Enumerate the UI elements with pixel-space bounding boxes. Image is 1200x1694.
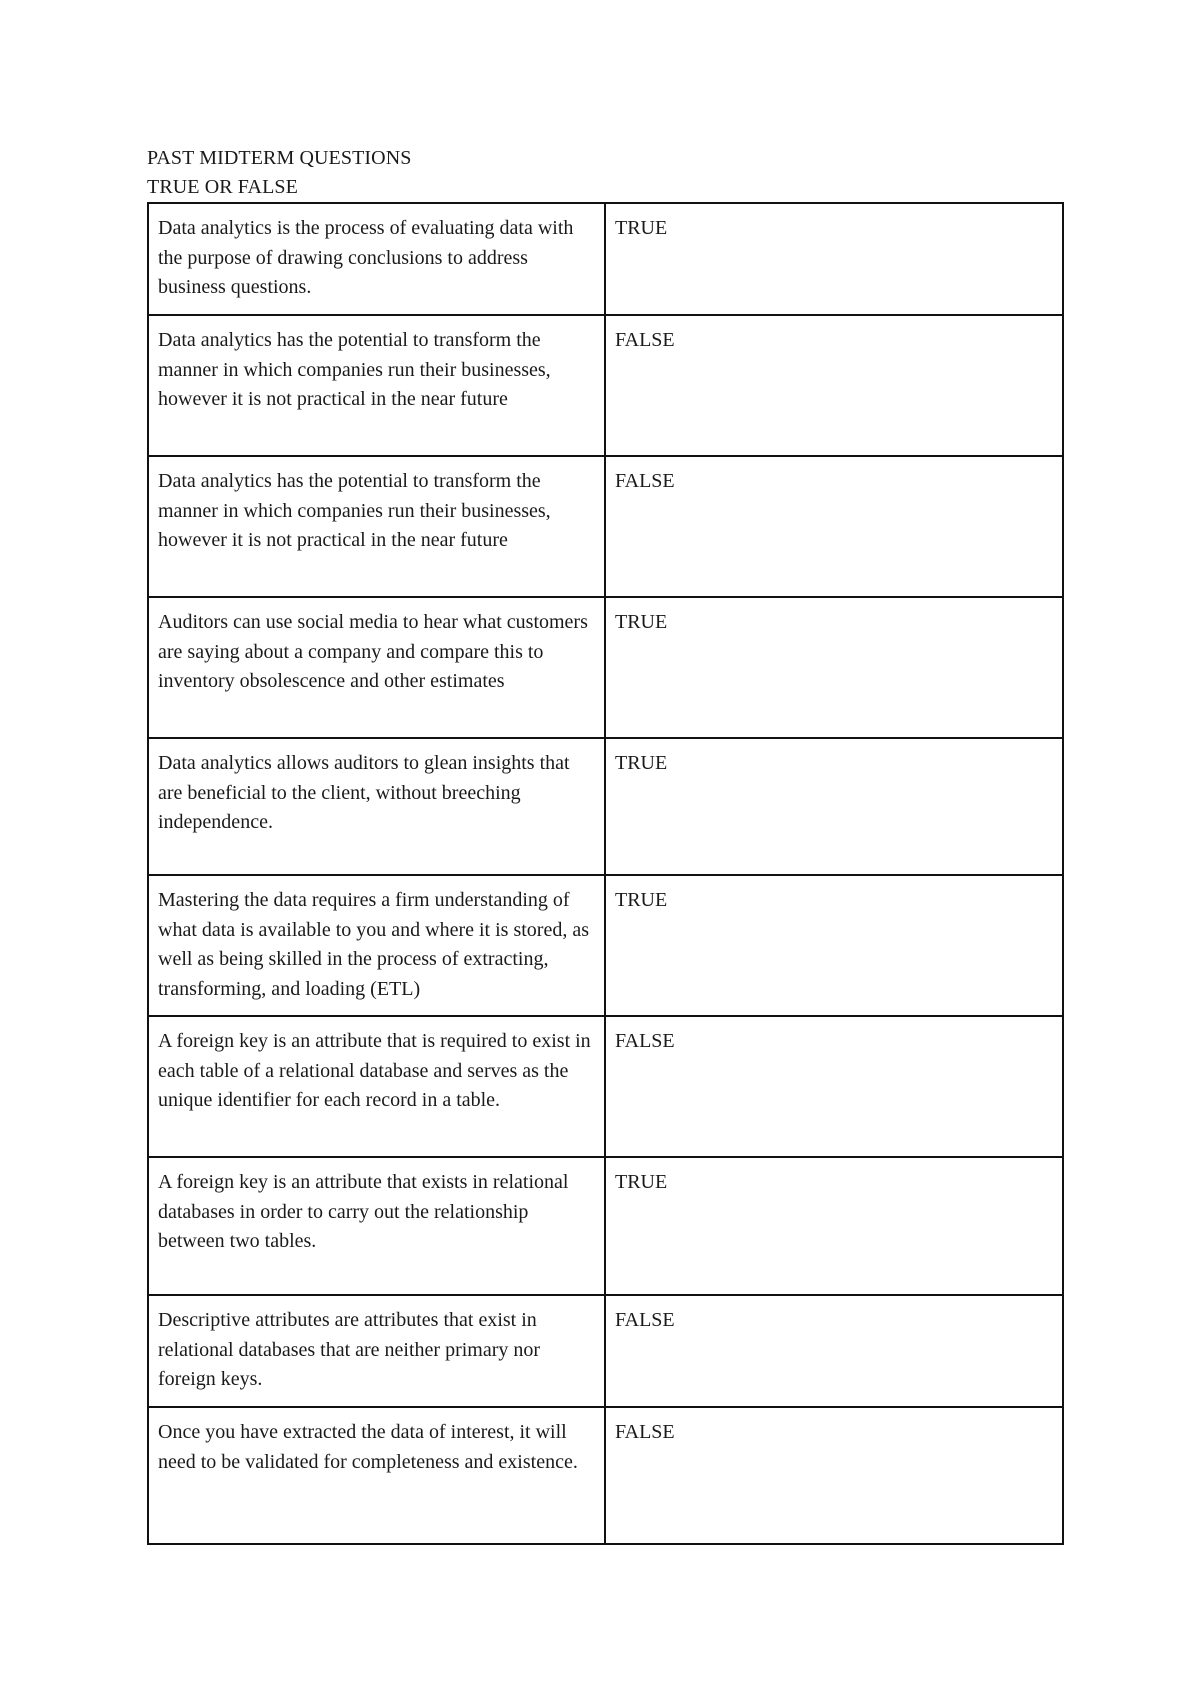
- table-row: [148, 738, 1063, 875]
- answer-cell: FALSE: [605, 456, 1063, 597]
- table-row: [148, 315, 1063, 456]
- question-cell: Mastering the data requires a firm understanding of what data is available to you and where it is stored, as well as being skilled in the process of extracting, transforming, and loading (ETL): [148, 875, 605, 1016]
- question-cell: Data analytics has the potential to transform the manner in which companies run their businesses, however it is not practical in the near future: [148, 315, 605, 456]
- question-cell: Data analytics is the process of evaluating data with the purpose of drawing conclusions to address business questions.: [148, 203, 605, 315]
- table-row: [148, 875, 1063, 1016]
- answer-cell: TRUE: [605, 203, 1063, 315]
- answer-cell: TRUE: [605, 875, 1063, 1016]
- answer-cell: TRUE: [605, 597, 1063, 738]
- answer-cell: FALSE: [605, 1016, 1063, 1157]
- table-row: [148, 1407, 1063, 1544]
- answer-cell: TRUE: [605, 1157, 1063, 1295]
- table-row: [148, 597, 1063, 738]
- answer-cell: FALSE: [605, 1407, 1063, 1544]
- question-cell: Auditors can use social media to hear what customers are saying about a company and compare this to inventory obsolescence and other estimates: [148, 597, 605, 738]
- question-cell: Once you have extracted the data of interest, it will need to be validated for completeness and existence.: [148, 1407, 605, 1544]
- table-row: [148, 203, 1063, 315]
- table-row: [148, 1157, 1063, 1295]
- question-cell: A foreign key is an attribute that is required to exist in each table of a relational database and serves as the unique identifier for each record in a table.: [148, 1016, 605, 1157]
- answer-cell: FALSE: [605, 315, 1063, 456]
- question-cell: Data analytics has the potential to transform the manner in which companies run their businesses, however it is not practical in the near future: [148, 456, 605, 597]
- document-subtitle: TRUE OR FALSE: [147, 176, 298, 198]
- table-row: [148, 1295, 1063, 1407]
- answer-cell: TRUE: [605, 738, 1063, 875]
- question-cell: A foreign key is an attribute that exists in relational databases in order to carry out the relationship between two tables.: [148, 1157, 605, 1295]
- document-title: PAST MIDTERM QUESTIONS: [147, 147, 412, 169]
- document-page: [147, 144, 1057, 1545]
- question-cell: Data analytics allows auditors to glean insights that are beneficial to the client, without breeching independence.: [148, 738, 605, 875]
- answer-cell: FALSE: [605, 1295, 1063, 1407]
- table-row: [148, 456, 1063, 597]
- question-cell: Descriptive attributes are attributes that exist in relational databases that are neither primary nor foreign keys.: [148, 1295, 605, 1407]
- true-false-table: [147, 202, 1064, 1545]
- table-row: [148, 1016, 1063, 1157]
